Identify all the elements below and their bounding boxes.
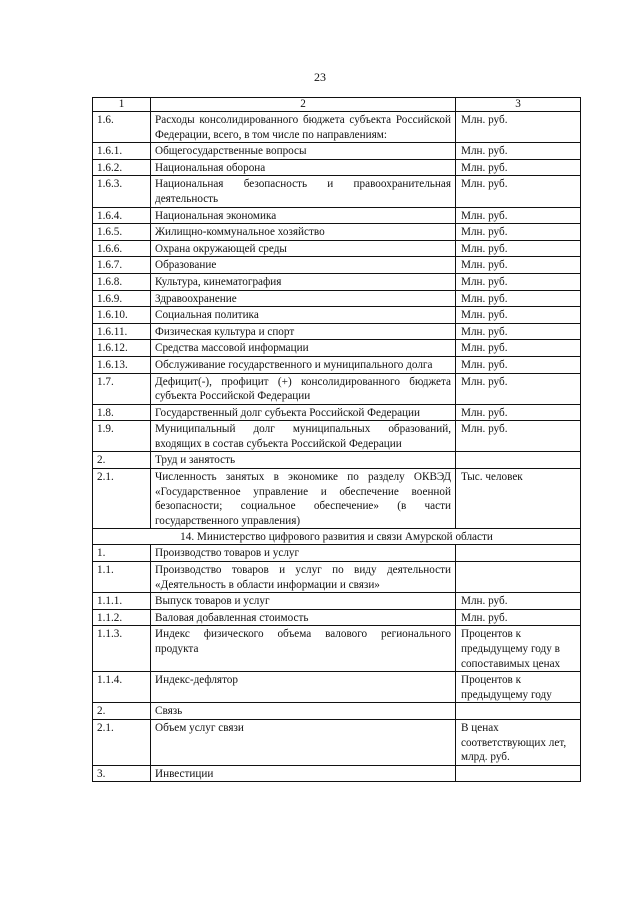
table-row bbox=[93, 159, 581, 176]
table-row bbox=[93, 323, 581, 340]
row-description-cell: Расходы консолидированного бюджета субъекта Российской Федерации, всего, в том числе по направлениям: bbox=[151, 112, 456, 143]
row-description-cell: Валовая добавленная стоимость bbox=[151, 609, 456, 626]
row-description-cell: Физическая культура и спорт bbox=[151, 323, 456, 340]
header-cell: 3 bbox=[456, 98, 581, 112]
row-number-cell: 1.1.3. bbox=[93, 626, 151, 672]
row-unit-cell bbox=[456, 452, 581, 469]
row-unit-cell: Млн. руб. bbox=[456, 176, 581, 207]
table-row bbox=[93, 143, 581, 160]
row-number-cell: 1.7. bbox=[93, 373, 151, 404]
table-row bbox=[93, 224, 581, 241]
row-unit-cell: Млн. руб. bbox=[456, 207, 581, 224]
row-number-cell: 1.8. bbox=[93, 404, 151, 421]
row-unit-cell: Млн. руб. bbox=[456, 307, 581, 324]
table-row bbox=[93, 373, 581, 404]
row-description-cell: Выпуск товаров и услуг bbox=[151, 593, 456, 610]
row-description-cell: Здравоохранение bbox=[151, 290, 456, 307]
row-number-cell: 1.6.12. bbox=[93, 340, 151, 357]
row-unit-cell bbox=[456, 545, 581, 562]
table-row bbox=[93, 469, 581, 529]
row-description-cell: Индекс-дефлятор bbox=[151, 672, 456, 703]
table-row bbox=[93, 545, 581, 562]
row-unit-cell: Млн. руб. bbox=[456, 159, 581, 176]
row-description-cell: Национальная экономика bbox=[151, 207, 456, 224]
indicators-table bbox=[92, 97, 581, 782]
row-unit-cell: Процентов к предыдущему году bbox=[456, 672, 581, 703]
row-number-cell: 2. bbox=[93, 452, 151, 469]
row-number-cell: 1.1.2. bbox=[93, 609, 151, 626]
row-unit-cell: Млн. руб. bbox=[456, 224, 581, 241]
table-row bbox=[93, 240, 581, 257]
row-description-cell: Национальная безопасность и правоохранительная деятельность bbox=[151, 176, 456, 207]
row-unit-cell: Млн. руб. bbox=[456, 273, 581, 290]
row-description-cell: Связь bbox=[151, 703, 456, 720]
table-row bbox=[93, 765, 581, 782]
row-unit-cell: В ценах соответствующих лет, млрд. руб. bbox=[456, 719, 581, 765]
table-row bbox=[93, 340, 581, 357]
row-description-cell: Труд и занятость bbox=[151, 452, 456, 469]
row-number-cell: 1.6. bbox=[93, 112, 151, 143]
row-number-cell: 1.6.11. bbox=[93, 323, 151, 340]
row-description-cell: Социальная политика bbox=[151, 307, 456, 324]
row-description-cell: Общегосударственные вопросы bbox=[151, 143, 456, 160]
section-title-row bbox=[93, 529, 581, 545]
table-row bbox=[93, 562, 581, 593]
row-description-cell: Численность занятых в экономике по разделу ОКВЭД «Государственное управление и обеспечение военной безопасности; социальное обеспечение» (в части государственного управления) bbox=[151, 469, 456, 529]
row-unit-cell: Млн. руб. bbox=[456, 404, 581, 421]
row-number-cell: 1.6.7. bbox=[93, 257, 151, 274]
page-number: 23 bbox=[314, 70, 326, 84]
row-number-cell: 1.1.1. bbox=[93, 593, 151, 610]
table-row bbox=[93, 207, 581, 224]
table-header-row bbox=[93, 98, 581, 112]
row-unit-cell: Млн. руб. bbox=[456, 143, 581, 160]
row-unit-cell bbox=[456, 562, 581, 593]
table-row bbox=[93, 273, 581, 290]
header-cell: 2 bbox=[151, 98, 456, 112]
row-description-cell: Производство товаров и услуг bbox=[151, 545, 456, 562]
row-unit-cell: Млн. руб. bbox=[456, 593, 581, 610]
row-description-cell: Производство товаров и услуг по виду деятельности «Деятельность в области информации и связи» bbox=[151, 562, 456, 593]
row-number-cell: 1.9. bbox=[93, 421, 151, 452]
row-description-cell: Жилищно-коммунальное хозяйство bbox=[151, 224, 456, 241]
row-unit-cell: Млн. руб. bbox=[456, 421, 581, 452]
row-number-cell: 1.6.6. bbox=[93, 240, 151, 257]
table-row bbox=[93, 452, 581, 469]
row-description-cell: Образование bbox=[151, 257, 456, 274]
table-row bbox=[93, 112, 581, 143]
row-description-cell: Муниципальный долг муниципальных образований, входящих в состав субъекта Российской Федерации bbox=[151, 421, 456, 452]
row-description-cell: Национальная оборона bbox=[151, 159, 456, 176]
row-number-cell: 1.6.8. bbox=[93, 273, 151, 290]
table-row bbox=[93, 257, 581, 274]
table-row bbox=[93, 356, 581, 373]
row-unit-cell: Млн. руб. bbox=[456, 240, 581, 257]
row-unit-cell: Млн. руб. bbox=[456, 340, 581, 357]
row-unit-cell: Млн. руб. bbox=[456, 290, 581, 307]
row-unit-cell: Млн. руб. bbox=[456, 257, 581, 274]
row-description-cell: Индекс физического объема валового регионального продукта bbox=[151, 626, 456, 672]
row-number-cell: 1. bbox=[93, 545, 151, 562]
row-number-cell: 1.6.2. bbox=[93, 159, 151, 176]
row-number-cell: 1.6.9. bbox=[93, 290, 151, 307]
row-description-cell: Инвестиции bbox=[151, 765, 456, 782]
row-number-cell: 1.6.10. bbox=[93, 307, 151, 324]
row-unit-cell: Процентов к предыдущему году в сопоставимых ценах bbox=[456, 626, 581, 672]
table-row bbox=[93, 626, 581, 672]
row-unit-cell bbox=[456, 765, 581, 782]
table-row bbox=[93, 421, 581, 452]
row-number-cell: 2.1. bbox=[93, 719, 151, 765]
table-row bbox=[93, 672, 581, 703]
table-row bbox=[93, 404, 581, 421]
row-number-cell: 1.1. bbox=[93, 562, 151, 593]
row-description-cell: Обслуживание государственного и муниципального долга bbox=[151, 356, 456, 373]
row-unit-cell: Млн. руб. bbox=[456, 373, 581, 404]
row-unit-cell: Млн. руб. bbox=[456, 323, 581, 340]
row-description-cell: Средства массовой информации bbox=[151, 340, 456, 357]
row-unit-cell bbox=[456, 703, 581, 720]
row-unit-cell: Млн. руб. bbox=[456, 112, 581, 143]
table-row bbox=[93, 609, 581, 626]
row-number-cell: 2. bbox=[93, 703, 151, 720]
row-unit-cell: Тыс. человек bbox=[456, 469, 581, 529]
row-unit-cell: Млн. руб. bbox=[456, 609, 581, 626]
row-number-cell: 1.1.4. bbox=[93, 672, 151, 703]
row-description-cell: Охрана окружающей среды bbox=[151, 240, 456, 257]
row-number-cell: 1.6.3. bbox=[93, 176, 151, 207]
header-cell: 1 bbox=[93, 98, 151, 112]
section-title: 14. Министерство цифрового развития и связи Амурской области bbox=[93, 529, 581, 545]
row-description-cell: Объем услуг связи bbox=[151, 719, 456, 765]
row-description-cell: Дефицит(-), профицит (+) консолидированного бюджета субъекта Российской Федерации bbox=[151, 373, 456, 404]
row-number-cell: 1.6.13. bbox=[93, 356, 151, 373]
row-description-cell: Культура, кинематография bbox=[151, 273, 456, 290]
row-unit-cell: Млн. руб. bbox=[456, 356, 581, 373]
row-number-cell: 1.6.5. bbox=[93, 224, 151, 241]
row-description-cell: Государственный долг субъекта Российской Федерации bbox=[151, 404, 456, 421]
row-number-cell: 3. bbox=[93, 765, 151, 782]
row-number-cell: 1.6.4. bbox=[93, 207, 151, 224]
table-row bbox=[93, 703, 581, 720]
table-row bbox=[93, 719, 581, 765]
table-row bbox=[93, 593, 581, 610]
table-row bbox=[93, 307, 581, 324]
table-row bbox=[93, 176, 581, 207]
row-number-cell: 2.1. bbox=[93, 469, 151, 529]
table-row bbox=[93, 290, 581, 307]
row-number-cell: 1.6.1. bbox=[93, 143, 151, 160]
